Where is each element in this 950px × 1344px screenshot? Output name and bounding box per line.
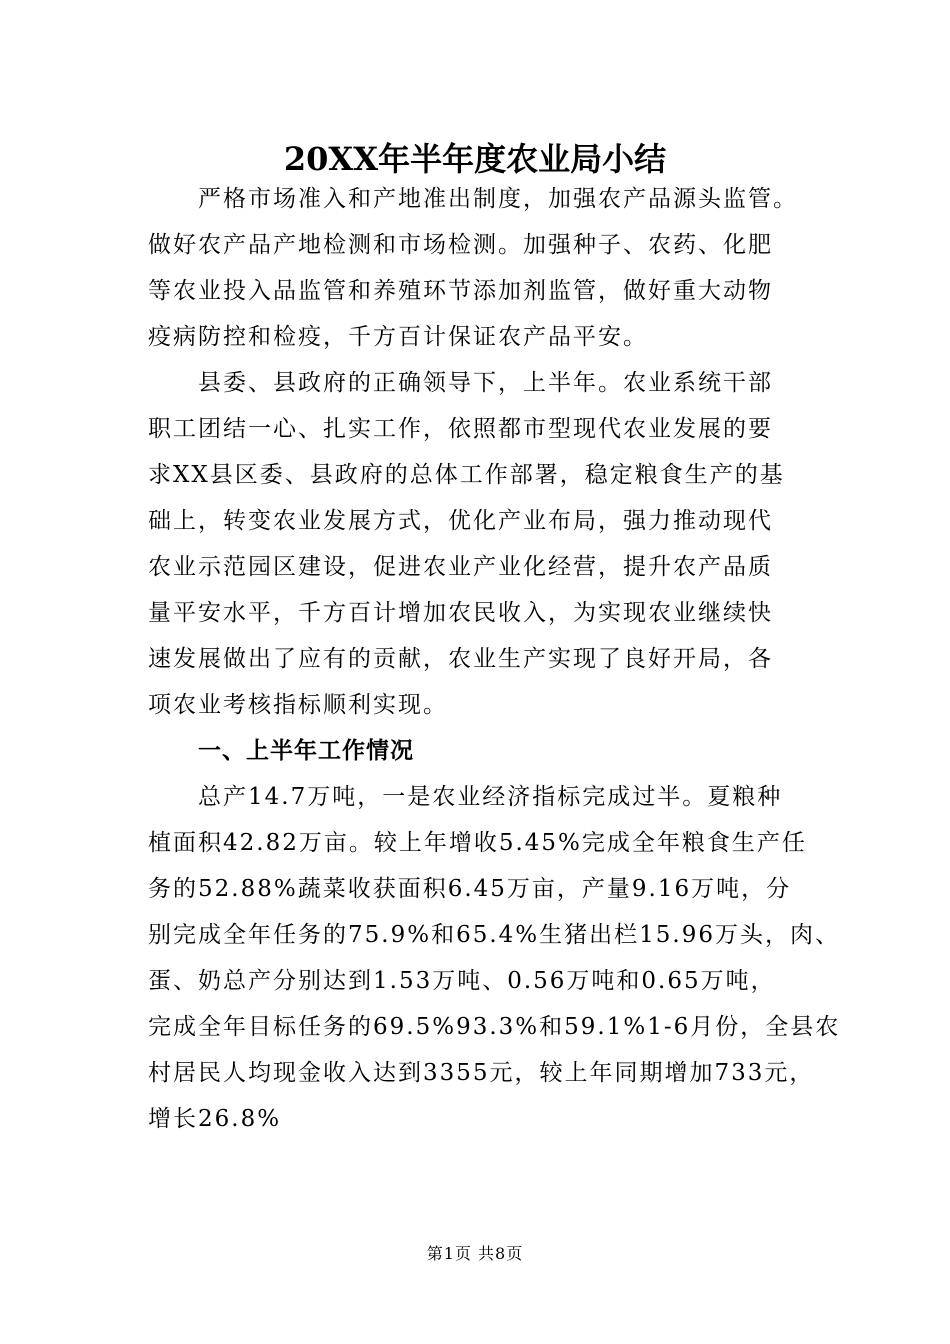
paragraph-line: 县委、县政府的正确领导下，上半年。农业系统干部 (198, 370, 773, 396)
paragraph-line: 蛋、奶总产分别达到1.53万吨、0.56万吨和0.65万吨， (148, 968, 776, 994)
paragraph-1 (148, 176, 828, 360)
paragraph-line: 做好农产品产地检测和市场检测。加强种子、农药、化肥 (148, 232, 773, 258)
paragraph-line: 项农业考核指标顺利实现。 (148, 692, 448, 718)
paragraph-line: 量平安水平，千方百计增加农民收入，为实现农业继续快 (148, 600, 773, 626)
paragraph-line: 完成全年目标任务的69.5%93.3%和59.1%1-6月份，全县农 (148, 1014, 841, 1040)
page-footer: 第1页 共8页 (426, 1244, 524, 1263)
paragraph-line: 农业示范园区建设，促进农业产业化经营，提升农产品质 (148, 554, 773, 580)
paragraph-line: 务的52.88%蔬菜收获面积6.45万亩，产量9.16万吨，分 (148, 876, 792, 902)
paragraph-line: 职工团结一心、扎实工作，依照都市型现代农业发展的要 (148, 416, 773, 442)
paragraph-line: 速发展做出了应有的贡献，农业生产实现了良好开局，各 (148, 646, 773, 672)
paragraph-line: 别完成全年任务的75.9%和65.4%生猪出栏15.96万头，肉、 (148, 922, 840, 948)
paragraph-line: 求XX县区委、县政府的总体工作部署，稳定粮食生产的基 (148, 462, 785, 488)
paragraph-line: 村居民人均现金收入达到3355元，较上年同期增加733元， (148, 1060, 815, 1086)
paragraph-line: 严格市场准入和产地准出制度，加强农产品源头监管。 (198, 186, 798, 212)
section-paragraph (148, 774, 841, 1142)
paragraph-line: 总产14.7万吨，一是农业经济指标完成过半。夏粮种 (198, 784, 783, 810)
paragraph-line: 增长26.8% (148, 1106, 282, 1132)
paragraph-line: 础上，转变农业发展方式，优化产业布局，强力推动现代 (148, 508, 773, 534)
paragraph-2 (148, 360, 828, 728)
document-title: 20XX年半年度农业局小结 (283, 140, 667, 178)
document-body (148, 176, 841, 1142)
paragraph-line: 植面积42.82万亩。较上年增收5.45%完成全年粮食生产任 (148, 830, 807, 856)
paragraph-line: 等农业投入品监管和养殖环节添加剂监管，做好重大动物 (148, 278, 773, 304)
paragraph-line: 疫病防控和检疫，千方百计保证农产品平安。 (148, 324, 648, 350)
section-heading: 一、上半年工作情况 (198, 738, 414, 764)
